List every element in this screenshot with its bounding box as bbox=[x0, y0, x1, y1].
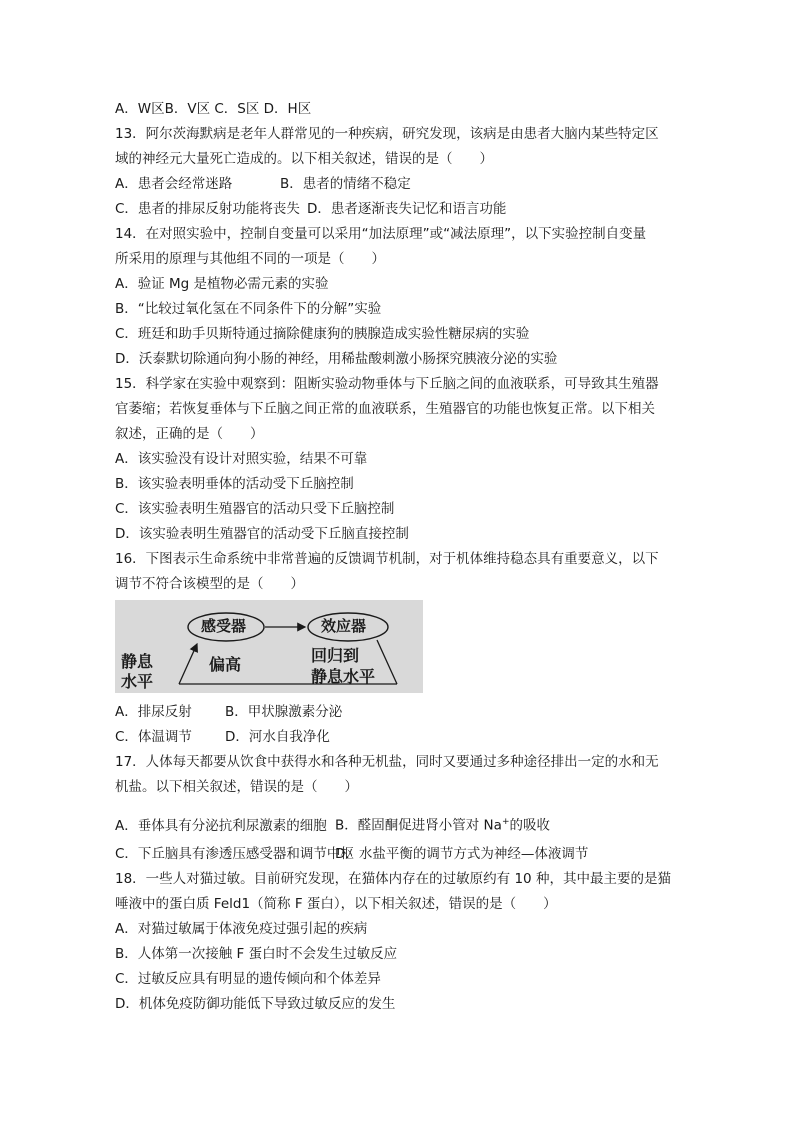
q16-option-c: C．体温调节 bbox=[115, 729, 192, 745]
q14-option-b: B．“比较过氧化氢在不同条件下的分解”实验 bbox=[115, 301, 382, 317]
q17-stem-line1: 17．人体每天都要从饮食中获得水和各种无机盐，同时又要通过多种途径排出一定的水和无 bbox=[115, 754, 659, 770]
q17-option-d: D．水盐平衡的调节方式为神经—体液调节 bbox=[335, 846, 589, 862]
q16-options-row2 bbox=[115, 728, 695, 746]
q18-option-b: B．人体第一次接触 F 蛋白时不会发生过敏反应 bbox=[115, 946, 398, 962]
too-high-label: 偏高 bbox=[209, 655, 242, 674]
q15-stem-line1: 15．科学家在实验中观察到：阻断实验动物垂体与下丘脑之间的血液联系，可导致其生殖器 bbox=[115, 376, 659, 392]
q17-option-b-tail: 的吸收 bbox=[509, 817, 550, 834]
q14-option-c: C．班廷和助手贝斯特通过摘除健康狗的胰腺造成实验性糖尿病的实验 bbox=[115, 326, 530, 342]
q18-option-a: A．对猫过敏属于体液免疫过强引起的疾病 bbox=[115, 921, 368, 937]
q15-option-b: B．该实验表明垂体的活动受下丘脑控制 bbox=[115, 476, 354, 492]
q13-options-row2 bbox=[115, 200, 695, 218]
q14-option-d: D．沃泰默切除通向狗小肠的神经，用稀盐酸刺激小肠探究胰液分泌的实验 bbox=[115, 351, 558, 367]
rest-level-label-1: 静息 bbox=[121, 652, 154, 671]
q18-option-d: D．机体免疫防御功能低下导致过敏反应的发生 bbox=[115, 996, 396, 1012]
q12-options: A．W区B．V区 C．S区 D．H区 bbox=[115, 101, 312, 117]
rest-level-label-2: 水平 bbox=[121, 672, 154, 691]
q15-option-c: C．该实验表明生殖器官的活动只受下丘脑控制 bbox=[115, 501, 395, 517]
q16-option-b: B．甲状腺激素分泌 bbox=[225, 704, 343, 720]
q16-options-row1 bbox=[115, 703, 695, 721]
feedback-diagram bbox=[115, 600, 423, 693]
q13-option-d: D．患者逐渐丧失记忆和语言功能 bbox=[307, 201, 507, 217]
q18-stem-line2: 唾液中的蛋白质 Feld1（简称 F 蛋白），以下相关叙述，错误的是（ ） bbox=[115, 896, 557, 912]
receptor-label: 感受器 bbox=[201, 617, 247, 635]
q15-stem-line2: 官萎缩；若恢复垂体与下丘脑之间正常的血液联系，生殖器官的功能也恢复正常。以下相关 bbox=[115, 401, 655, 417]
q15-stem-line3: 叙述，正确的是（ ） bbox=[115, 426, 264, 442]
q17-option-c: C．下丘脑具有渗透压感受器和调节中枢 bbox=[115, 846, 354, 862]
q17-options-row1 bbox=[115, 813, 695, 835]
q17-options-row2 bbox=[115, 845, 695, 863]
q17-option-b-superscript: + bbox=[501, 817, 510, 827]
q13-options-row1 bbox=[115, 175, 695, 193]
q13-stem-line2: 域的神经元大量死亡造成的。以下相关叙述，错误的是（ ） bbox=[115, 151, 493, 167]
q17-option-b bbox=[335, 813, 550, 835]
q15-option-d: D．该实验表明生殖器官的活动受下丘脑直接控制 bbox=[115, 526, 409, 542]
q14-option-a: A．验证 Mg 是植物必需元素的实验 bbox=[115, 276, 329, 292]
q14-stem-line1: 14．在对照实验中，控制自变量可以采用“加法原理”或“减法原理”，以下实验控制自变量 bbox=[115, 226, 647, 242]
q16-stem-line1: 16．下图表示生命系统中非常普遍的反馈调节机制，对于机体维持稳态具有重要意义，以下 bbox=[115, 551, 659, 567]
q18-option-c: C．过敏反应具有明显的遗传倾向和个体差异 bbox=[115, 971, 381, 987]
q13-option-b: B．患者的情绪不稳定 bbox=[280, 176, 411, 192]
q18-stem-line1: 18．一些人对猫过敏。目前研究发现，在猫体内存在的过敏原约有 10 种，其中最主要的是猫 bbox=[115, 871, 671, 887]
q15-option-a: A．该实验没有设计对照实验，结果不可靠 bbox=[115, 451, 368, 467]
return-label-1: 回归到 bbox=[311, 646, 360, 665]
feedback-diagram-graphic bbox=[115, 600, 423, 693]
q13-option-a: A．患者会经常迷路 bbox=[115, 176, 233, 192]
q13-option-c: C．患者的排尿反射功能将丧失 bbox=[115, 201, 300, 217]
q16-stem-line2: 调节不符合该模型的是（ ） bbox=[115, 576, 304, 592]
q16-option-d: D．河水自我净化 bbox=[225, 729, 330, 745]
q13-stem-line1: 13．阿尔茨海默病是老年人群常见的一种疾病，研究发现，该病是由患者大脑内某些特定区 bbox=[115, 126, 659, 142]
return-line bbox=[377, 640, 397, 684]
deviation-arrow bbox=[179, 644, 197, 684]
return-label-2: 静息水平 bbox=[311, 667, 376, 686]
q14-stem-line2: 所采用的原理与其他组不同的一项是（ ） bbox=[115, 251, 385, 267]
q17-stem-line2: 机盐。以下相关叙述，错误的是（ ） bbox=[115, 779, 358, 795]
q16-option-a: A．排尿反射 bbox=[115, 704, 192, 720]
effector-label: 效应器 bbox=[321, 617, 367, 635]
q17-option-b-text: B．醛固酮促进肾小管对 Na bbox=[335, 817, 502, 834]
q17-option-a: A．垂体具有分泌抗利尿激素的细胞 bbox=[115, 817, 327, 834]
